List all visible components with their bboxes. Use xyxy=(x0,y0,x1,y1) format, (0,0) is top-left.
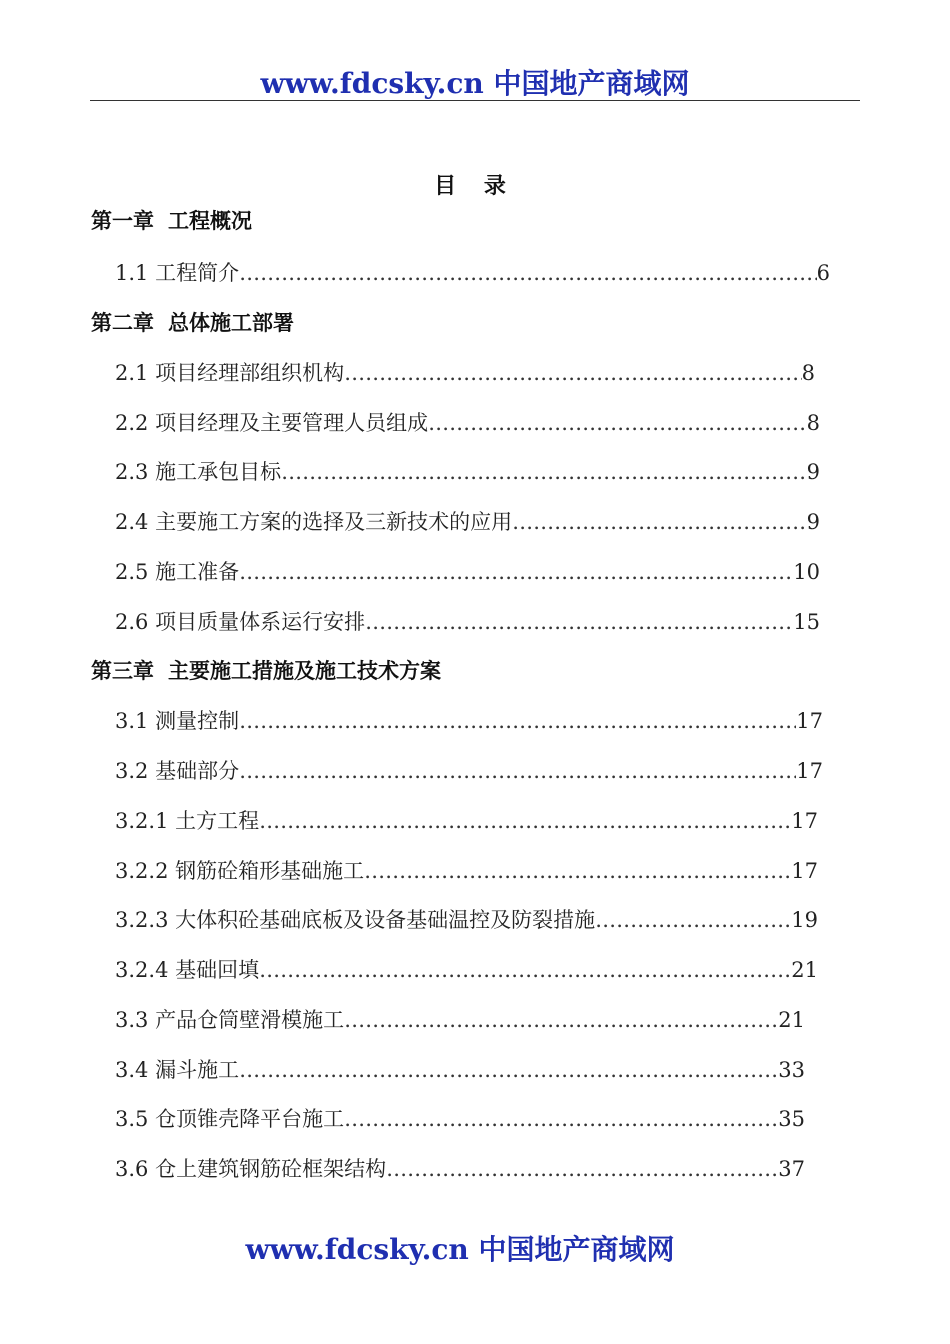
toc-entry-label: 2.6 项目质量体系运行安排 xyxy=(115,610,366,634)
dot-leader xyxy=(344,358,802,388)
toc-entry-label: 3.2.2 钢筋砼箱形基础施工 xyxy=(115,859,365,883)
toc-entry-page: 9 xyxy=(806,460,820,484)
toc-entry-label: 1.1 工程简介 xyxy=(115,261,240,285)
header-divider xyxy=(90,100,860,101)
toc-entry-page: 35 xyxy=(778,1107,805,1131)
toc-entry[interactable] xyxy=(115,408,820,438)
dot-leader xyxy=(365,607,793,637)
toc-entry[interactable] xyxy=(115,955,818,985)
dot-leader xyxy=(344,1104,778,1134)
dot-leader xyxy=(259,955,791,985)
toc-entry[interactable] xyxy=(115,457,820,487)
toc-entry[interactable] xyxy=(115,258,830,288)
toc-entry-label: 2.5 施工准备 xyxy=(115,560,240,584)
toc-entry[interactable] xyxy=(115,706,823,736)
toc-entry-page: 21 xyxy=(778,1008,805,1032)
toc-entry-label: 3.4 漏斗施工 xyxy=(115,1058,240,1082)
toc-entry[interactable] xyxy=(115,856,818,886)
dot-leader xyxy=(239,557,793,587)
toc-entry-page: 15 xyxy=(793,610,820,634)
toc-entry-label: 3.2.1 土方工程 xyxy=(115,809,260,833)
dot-leader xyxy=(239,706,796,736)
toc-entry-label: 2.4 主要施工方案的选择及三新技术的应用 xyxy=(115,510,513,534)
dot-leader xyxy=(281,457,807,487)
toc-entry[interactable] xyxy=(115,905,818,935)
toc-entry-label: 3.2.3 大体积砼基础底板及设备基础温控及防裂措施 xyxy=(115,908,596,932)
toc-entry-label: 3.6 仓上建筑钢筋砼框架结构 xyxy=(115,1157,387,1181)
toc-entry[interactable] xyxy=(115,1005,805,1035)
toc-entry-page: 9 xyxy=(806,510,820,534)
toc-entry-page: 17 xyxy=(796,759,823,783)
toc-entry[interactable] xyxy=(115,1104,805,1134)
dot-leader xyxy=(595,905,791,935)
toc-entry-label: 2.2 项目经理及主要管理人员组成 xyxy=(115,411,429,435)
chapter-title: 工程概况 xyxy=(168,209,252,233)
dot-leader xyxy=(239,258,817,288)
toc-entry[interactable] xyxy=(115,1055,805,1085)
dot-leader xyxy=(239,1055,778,1085)
chapter-heading xyxy=(91,656,441,686)
toc-entry-label: 3.2.4 基础回填 xyxy=(115,958,260,982)
chapter-number: 第二章 xyxy=(91,311,154,335)
toc-entry[interactable] xyxy=(115,756,823,786)
toc-entry[interactable] xyxy=(115,607,820,637)
dot-leader xyxy=(512,507,807,537)
chapter-number: 第一章 xyxy=(91,209,154,233)
chapter-number: 第三章 xyxy=(91,659,154,683)
chapter-title: 主要施工措施及施工技术方案 xyxy=(168,659,441,683)
toc-entry-page: 8 xyxy=(806,411,820,435)
dot-leader xyxy=(259,806,791,836)
page-footer: www.fdcsky.cn 中国地产商域网 xyxy=(245,1233,675,1266)
toc-entry[interactable] xyxy=(115,358,815,388)
toc-entry-page: 33 xyxy=(778,1058,805,1082)
toc-entry-label: 3.3 产品仓筒壁滑模施工 xyxy=(115,1008,345,1032)
toc-entry-page: 17 xyxy=(791,809,818,833)
toc-entry-page: 37 xyxy=(778,1157,805,1181)
toc-entry-page: 6 xyxy=(816,261,830,285)
dot-leader xyxy=(239,756,796,786)
dot-leader xyxy=(428,408,807,438)
toc-entry-page: 17 xyxy=(791,859,818,883)
toc-entry-page: 10 xyxy=(793,560,820,584)
page-header: www.fdcsky.cn 中国地产商域网 xyxy=(260,67,690,100)
toc-entry-label: 3.1 测量控制 xyxy=(115,709,240,733)
dot-leader xyxy=(364,856,791,886)
toc-entry-page: 17 xyxy=(796,709,823,733)
chapter-heading xyxy=(91,308,294,338)
toc-entry-page: 21 xyxy=(791,958,818,982)
dot-leader xyxy=(386,1154,778,1184)
toc-title: 目 录 xyxy=(434,174,516,199)
dot-leader xyxy=(344,1005,778,1035)
toc-entry[interactable] xyxy=(115,806,818,836)
toc-entry-label: 2.1 项目经理部组织机构 xyxy=(115,361,345,385)
toc-entry[interactable] xyxy=(115,1154,805,1184)
toc-entry-label: 3.5 仓顶锥壳降平台施工 xyxy=(115,1107,345,1131)
chapter-heading xyxy=(91,206,252,236)
toc-entry-page: 19 xyxy=(791,908,818,932)
toc-entry-label: 2.3 施工承包目标 xyxy=(115,460,282,484)
chapter-title: 总体施工部署 xyxy=(168,311,294,335)
toc-entry-label: 3.2 基础部分 xyxy=(115,759,240,783)
toc-entry-page: 8 xyxy=(801,361,815,385)
toc-entry[interactable] xyxy=(115,507,820,537)
toc-entry[interactable] xyxy=(115,557,820,587)
